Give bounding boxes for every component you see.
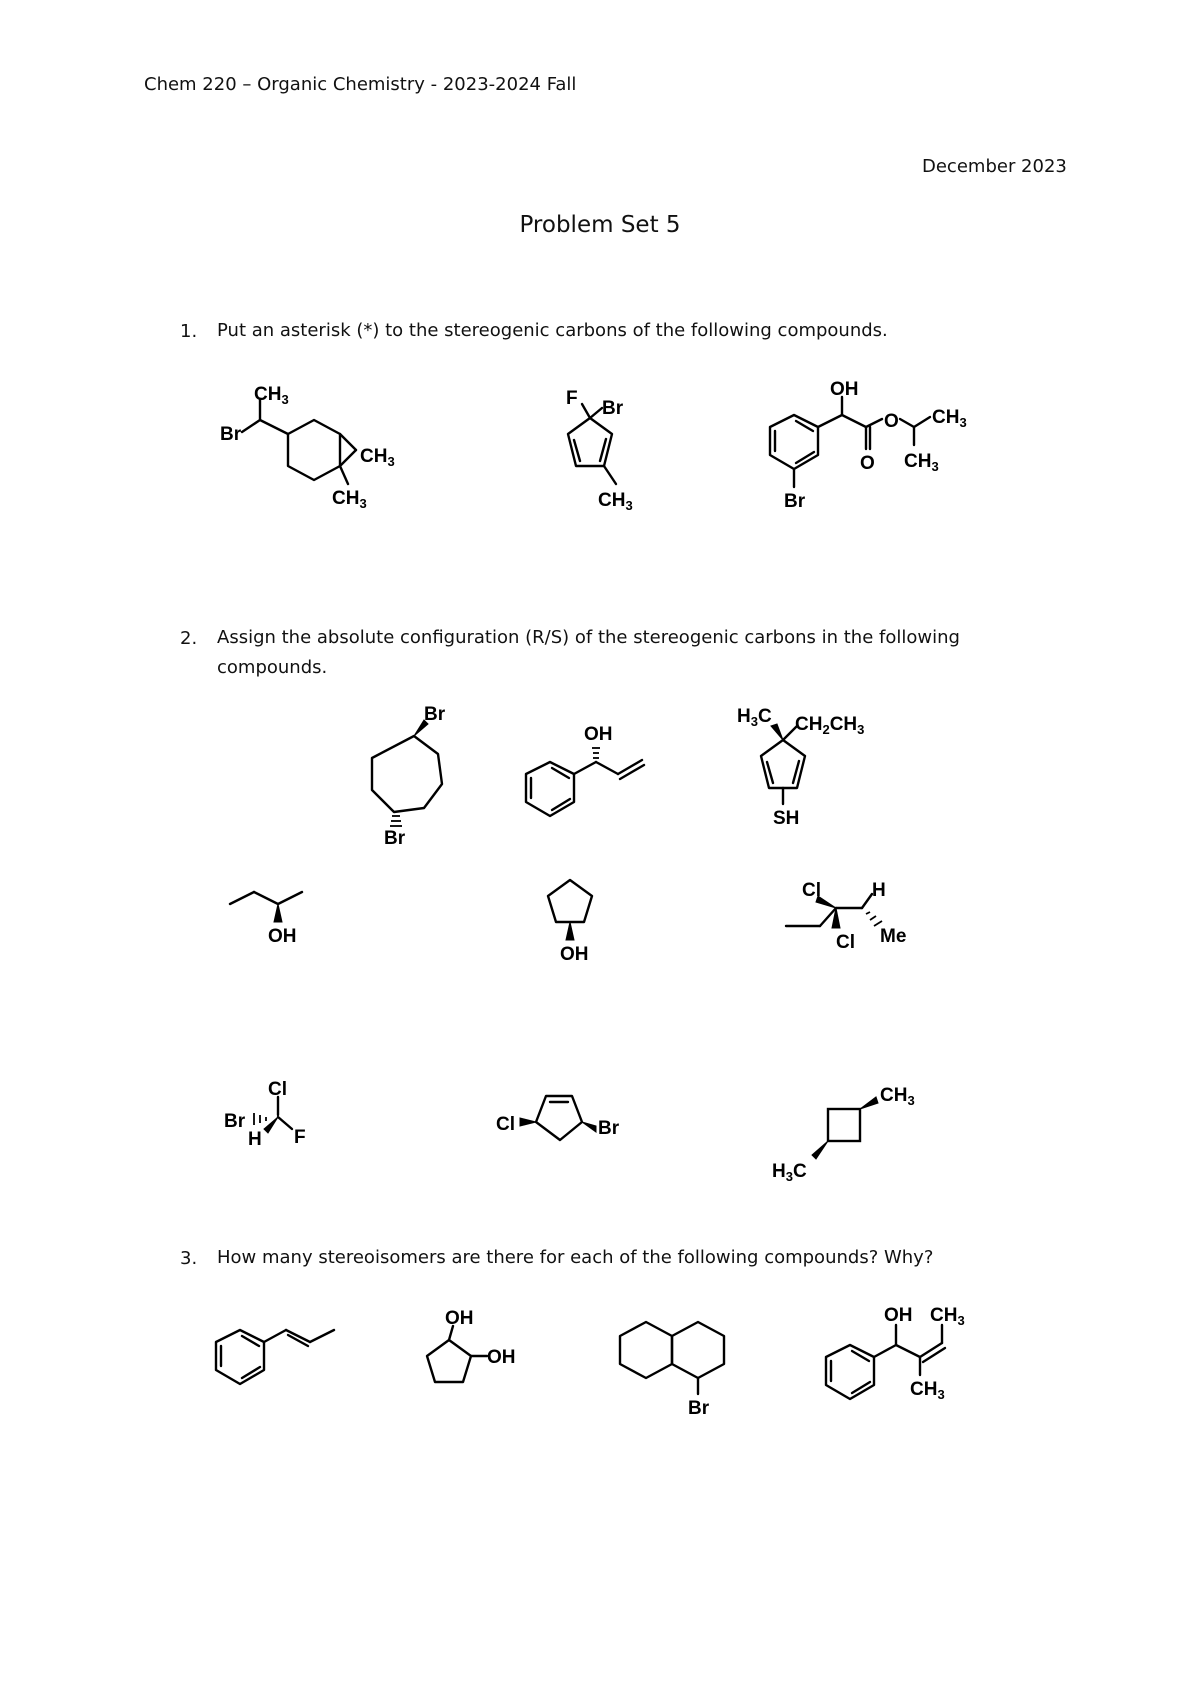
q3-molecule-cyclopentanediol [405,1300,535,1410]
question-2-number: 2. [180,628,198,649]
q2-molecule-cyclopentanol [530,870,630,970]
me-label: Me [880,926,907,947]
oh-label: OH [268,926,297,947]
q2-molecule-dimethylcyclobutane [770,1075,950,1185]
q2-molecule-dichloride [780,870,940,970]
ch3-label: $CH_3$ [254,384,289,407]
cl-label: Cl [836,932,855,953]
ch3-label: $CH_3$ [332,488,367,511]
br-label: Br [784,491,806,512]
page-title: Problem Set 5 [519,212,681,238]
question-2-text: Assign the absolute configuration (R/S) of the stereogenic carbons in the following compounds. [217,627,960,678]
q3-molecule-methylphenylbutenol [820,1295,1010,1415]
ch3-label: $CH_3$ [930,1305,965,1328]
h-label: H [248,1129,262,1150]
oh-label: OH [560,944,589,965]
ch3-label: $CH_3$ [932,407,967,430]
q1-molecule-a [200,370,420,520]
br-label: Br [598,1118,620,1139]
oh-label: OH [584,724,613,745]
ch3-label: $CH_3$ [904,451,939,474]
question-3-text: How many stereoisomers are there for each of the following compounds? Why? [217,1247,934,1268]
q1-molecule-b [540,378,660,518]
h-label: H [872,880,886,901]
document-date: December 2023 [922,156,1067,177]
q2-molecule-cyclopentadienethiol [735,700,935,840]
course-header: Chem 220 – Organic Chemistry - 2023-2024 Fall [144,74,577,95]
br-label: Br [384,828,406,849]
ch3-label: $CH_3$ [910,1379,945,1402]
br-label: Br [224,1111,246,1132]
f-label: F [294,1127,306,1148]
oh-label: OH [445,1308,474,1329]
h3c-label: $H_3C$ [737,706,772,729]
br-label: Br [424,704,446,725]
q2-molecule-dibromocycloheptane [340,700,480,850]
o-label: O [884,411,899,432]
br-label: Br [688,1398,710,1419]
br-label: Br [220,424,242,445]
ch3-label: $CH_3$ [880,1085,915,1108]
f-label: F [566,388,578,409]
cl-label: Cl [496,1114,515,1135]
q3-molecule-bromodecalin [620,1300,750,1430]
br-label: Br [602,398,624,419]
q3-molecule-propenylbenzene [210,1300,360,1400]
h3c-label: $H_3C$ [772,1161,807,1184]
question-1-text: Put an asterisk (*) to the stereogenic carbons of the following compounds. [217,320,888,341]
q2-molecule-butanol [220,870,340,950]
q2-molecule-bromochlorocyclopentene [490,1080,650,1170]
cl-label: Cl [268,1079,287,1100]
q2-molecule-bromochlorofluoromethane [220,1075,340,1175]
oh-label: OH [884,1305,913,1326]
o-label: O [860,453,875,474]
oh-label: OH [487,1347,516,1368]
ch3-label: $CH_3$ [598,490,633,513]
sh-label: SH [773,808,800,829]
oh-label: OH [830,379,859,400]
question-3-number: 3. [180,1248,198,1269]
q2-molecule-phenylpropenol [520,716,670,826]
ch2ch3-label: $CH_2CH_3$ [795,714,865,737]
question-1-number: 1. [180,321,198,342]
ch3-label: $CH_3$ [360,446,395,469]
q1-molecule-c [760,375,1000,525]
cl-label: Cl [802,880,821,901]
